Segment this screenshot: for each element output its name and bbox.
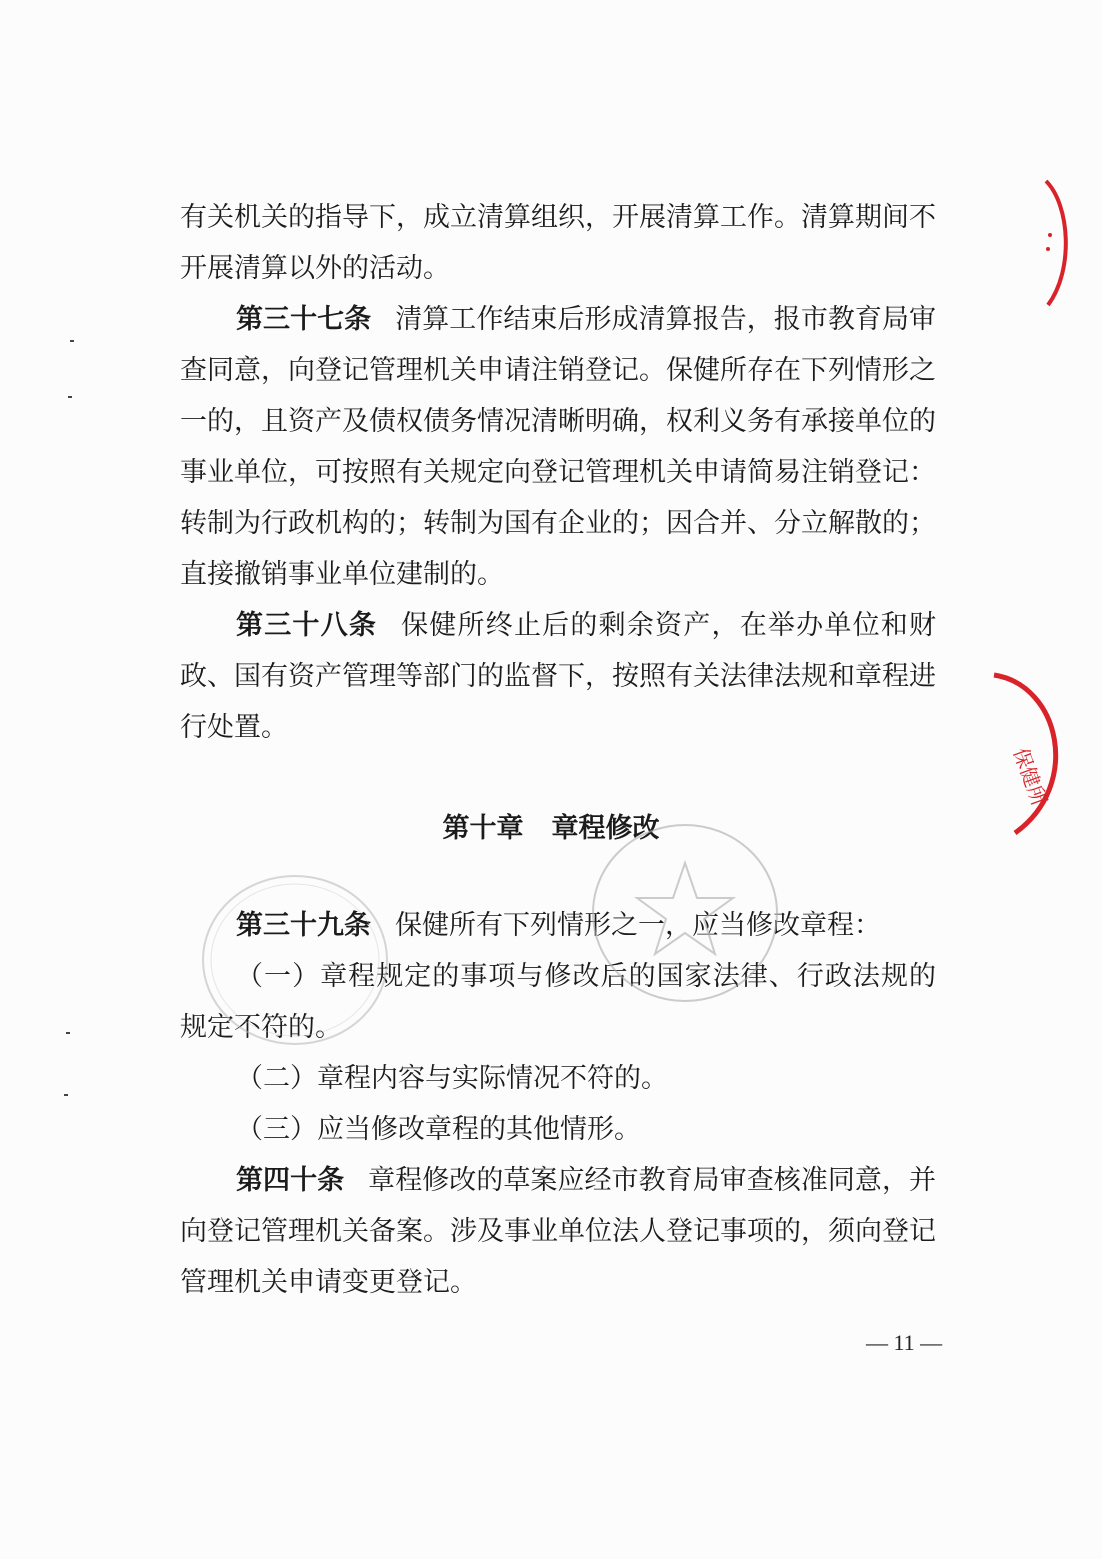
list-item-text: （三）应当修改章程的其他情形。	[236, 1114, 641, 1145]
article-label: 第四十条	[236, 1165, 345, 1196]
article-38	[180, 600, 936, 753]
article-label: 第三十八条	[236, 610, 378, 641]
article-37	[180, 294, 936, 600]
article-40	[180, 1155, 936, 1308]
list-item-text: （二）章程内容与实际情况不符的。	[236, 1063, 668, 1094]
article-text: 保健所终止后的剩余资产，在举办单位和财政、国有资产管理等部门的监督下，按照有关法律法规和章程进行处置。	[180, 610, 937, 743]
list-item-2	[180, 1053, 936, 1104]
chapter-heading	[0, 806, 1102, 845]
text-block-1	[180, 192, 936, 753]
scan-speck	[70, 340, 74, 342]
scan-speck	[68, 396, 72, 398]
page-number: — 11 —	[866, 1330, 943, 1355]
list-item-text: （一）章程规定的事项与修改后的国家法律、行政法规的规定不符的。	[180, 961, 936, 1043]
paragraph-text: 有关机关的指导下，成立清算组织，开展清算工作。清算期间不开展清算以外的活动。	[180, 202, 936, 284]
article-label: 第三十九条	[236, 910, 371, 941]
red-seal-fragment-right	[990, 665, 1102, 840]
faint-seal-left	[195, 870, 395, 1050]
seal-text: 保健所	[1008, 744, 1052, 810]
article-text: 章程修改的草案应经市教育局审查核准同意，并向登记管理机关备案。涉及事业单位法人登记事项的，须向登记管理机关申请变更登记。	[180, 1165, 937, 1298]
article-text: 清算工作结束后形成清算报告，报市教育局审查同意，向登记管理机关申请注销登记。保健所存在下列情形之一的，且资产及债权债务情况清晰明确，权利义务有承接单位的事业单位，可按照有关规定向登记管理机关申请简易注销登记：转制为行政机构的；转制为国有企业的；因合并、分立解散的；直接撤销事业单位建制的。	[180, 304, 937, 590]
article-text: 保健所有下列情形之一，应当修改章程：	[395, 910, 881, 941]
list-item-3	[180, 1104, 936, 1155]
paragraph-continuation	[180, 192, 936, 294]
article-label: 第三十七条	[236, 304, 372, 335]
chapter-number: 第十章	[442, 813, 524, 844]
chapter-title: 章程修改	[551, 813, 660, 844]
red-seal-fragment-top	[1030, 175, 1102, 315]
faint-seal-center	[585, 818, 785, 1008]
scan-speck	[64, 1094, 68, 1096]
scan-speck	[66, 1032, 70, 1034]
